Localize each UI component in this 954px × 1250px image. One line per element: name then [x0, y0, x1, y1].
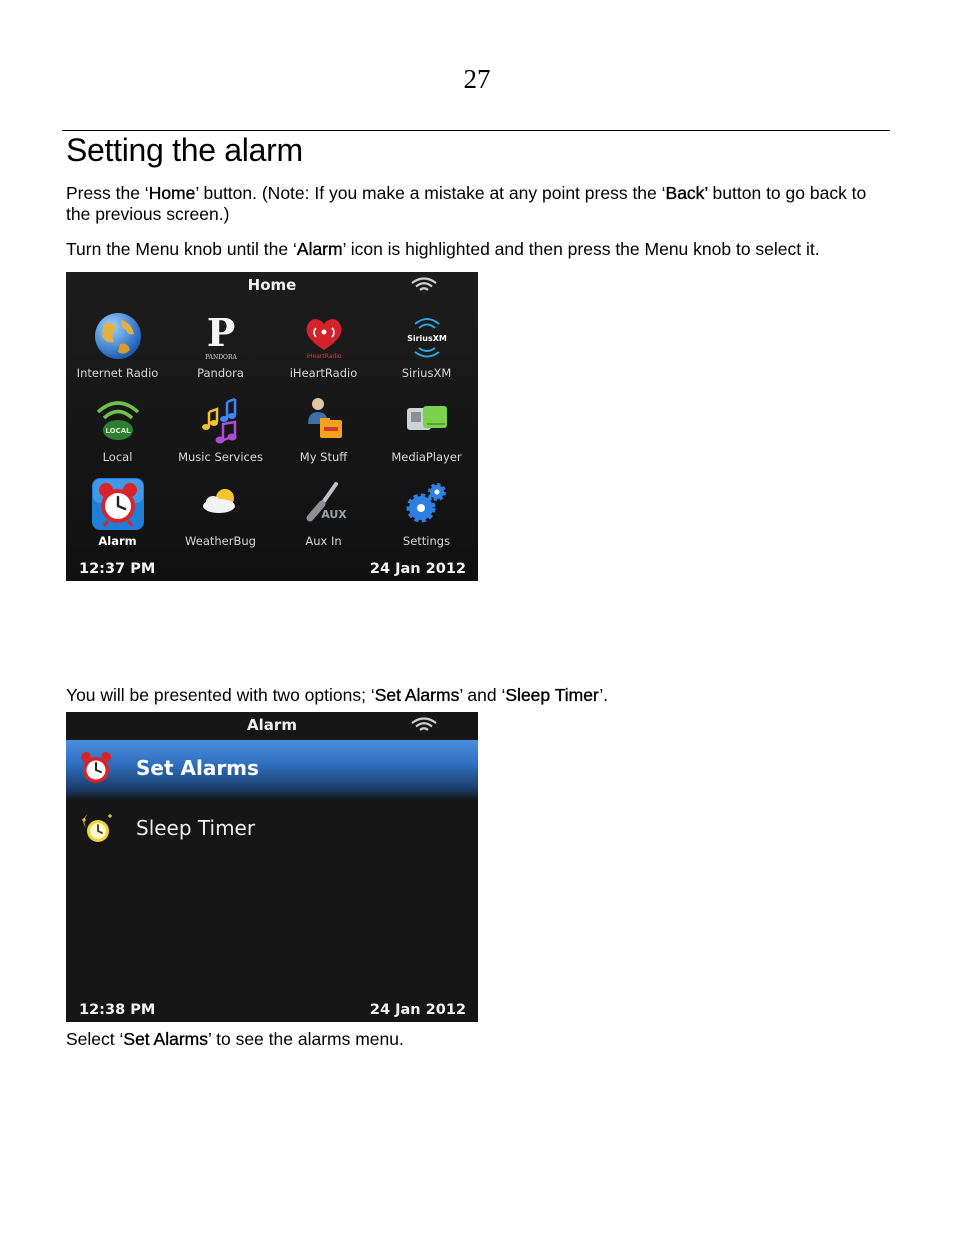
clock-date: 24 Jan 2012 — [369, 561, 466, 577]
clock-date: 24 Jan 2012 — [369, 1002, 466, 1018]
wifi-icon — [410, 717, 438, 733]
home-item-label: Music Services — [178, 450, 263, 464]
home-term: Home — [148, 183, 196, 203]
siriusxm-icon — [401, 310, 453, 362]
alarm-screen — [66, 712, 478, 1022]
alarm-clock-icon — [92, 478, 144, 530]
instruction-alarm — [66, 239, 886, 260]
set-alarms-term: Set Alarms — [123, 1029, 209, 1049]
home-item-internet-radio[interactable] — [66, 306, 169, 390]
home-item-iheartradio[interactable] — [272, 306, 375, 390]
music-notes-icon — [195, 394, 247, 446]
home-item-label: Local — [102, 450, 133, 464]
text: ’. — [599, 685, 609, 705]
text: Select ‘ — [66, 1029, 124, 1049]
home-item-music-services[interactable] — [169, 390, 272, 474]
home-item-aux-in[interactable] — [272, 474, 375, 558]
header-rule — [62, 130, 890, 131]
aux-wordmark: AUX — [321, 508, 347, 521]
menu-item-label: Sleep Timer — [136, 816, 256, 840]
text: ’ button. (Note: If you make a mistake at any point press the ‘ — [195, 183, 666, 203]
menu-item-set-alarms[interactable] — [66, 740, 478, 800]
home-item-label: Settings — [402, 534, 451, 548]
clock-time: 12:38 PM — [79, 1002, 156, 1018]
my-stuff-icon — [298, 394, 350, 446]
media-player-icon — [401, 394, 453, 446]
home-item-media-player[interactable] — [375, 390, 478, 474]
home-item-label: Alarm — [98, 534, 137, 548]
home-item-label: My Stuff — [299, 450, 348, 464]
instruction-options — [66, 685, 886, 706]
pandora-wordmark: PANDORA — [205, 354, 237, 361]
screen-header — [66, 712, 478, 740]
home-screen — [66, 272, 478, 581]
home-item-label: MediaPlayer — [391, 450, 462, 464]
menu-item-label: Set Alarms — [136, 756, 259, 780]
text: You will be presented with two options; ‘ — [66, 685, 375, 705]
set-alarms-term: Set Alarms — [374, 685, 460, 705]
instruction-home — [66, 183, 886, 225]
home-item-local[interactable] — [66, 390, 169, 474]
gears-icon — [401, 478, 453, 530]
text: ’ to see the alarms menu. — [208, 1029, 404, 1049]
home-item-settings[interactable] — [375, 474, 478, 558]
home-item-label: iHeartRadio — [289, 366, 358, 380]
clock-time: 12:37 PM — [79, 561, 156, 577]
text: Turn the Menu knob until the ‘ — [66, 239, 297, 259]
sleep-timer-term: Sleep Timer — [505, 685, 600, 705]
globe-icon — [92, 310, 144, 362]
menu-item-sleep-timer[interactable] — [66, 800, 478, 860]
home-item-my-stuff[interactable] — [272, 390, 375, 474]
home-item-label: Aux In — [305, 534, 342, 548]
page-number: 27 — [463, 64, 491, 94]
svg-text:P: P — [206, 310, 236, 355]
wifi-icon — [410, 277, 438, 293]
screen-header — [66, 272, 478, 300]
local-radio-icon — [92, 394, 144, 446]
sleep-timer-icon — [78, 810, 114, 846]
back-term: Back’ — [665, 183, 708, 203]
home-item-label: SiriusXM — [401, 366, 452, 380]
pandora-icon — [195, 310, 247, 362]
text: Press the ‘ — [66, 183, 149, 203]
text: ’ icon is highlighted and then press the Menu knob to select it. — [342, 239, 820, 259]
local-wordmark: LOCAL — [105, 427, 131, 435]
screen-title: Home — [247, 276, 297, 294]
text: button to go back to the previous screen.) — [66, 183, 867, 224]
text: ’ and ‘ — [459, 685, 506, 705]
home-item-pandora[interactable] — [169, 306, 272, 390]
home-item-weatherbug[interactable] — [169, 474, 272, 558]
alarm-term: Alarm — [296, 239, 343, 259]
instruction-select — [66, 1029, 886, 1050]
home-item-label: Internet Radio — [76, 366, 159, 380]
sirius-wordmark: SiriusXM — [407, 334, 447, 343]
home-item-siriusxm[interactable] — [375, 306, 478, 390]
home-item-label: WeatherBug — [185, 534, 256, 548]
weather-icon — [195, 478, 247, 530]
section-title: Setting the alarm — [66, 132, 303, 168]
home-item-label: Pandora — [197, 366, 244, 380]
alarm-clock-icon — [78, 750, 114, 786]
aux-cable-icon — [298, 478, 350, 530]
iheart-wordmark: iHeartRadio — [306, 353, 342, 360]
home-item-alarm[interactable] — [66, 474, 169, 558]
iheartradio-icon — [298, 310, 350, 362]
screen-title: Alarm — [247, 716, 297, 734]
